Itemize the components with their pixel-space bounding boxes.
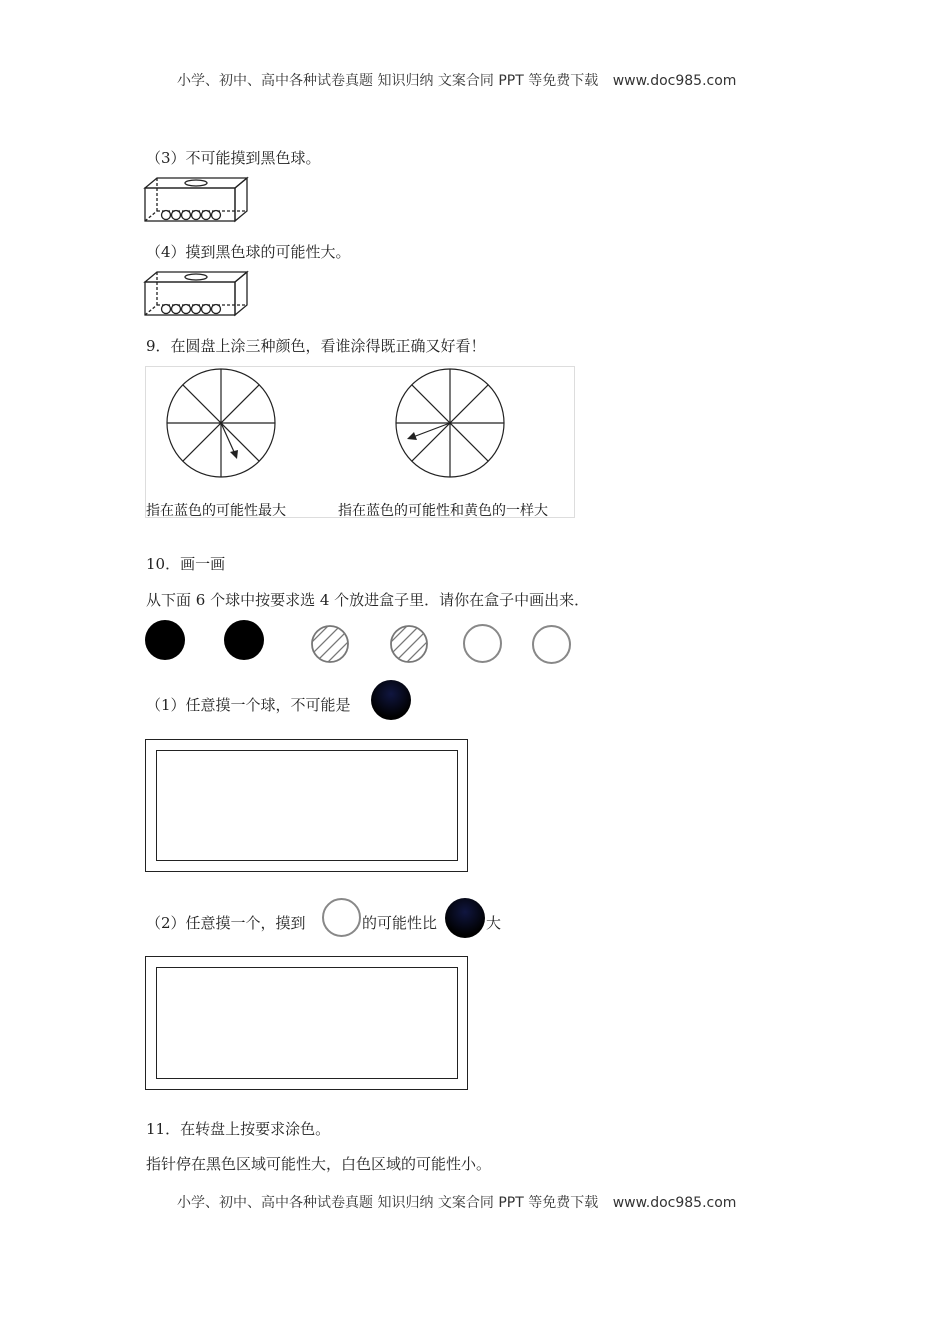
q11-title: 11．在转盘上按要求涂色。 bbox=[146, 1120, 331, 1138]
q10-title: 10．画一画 bbox=[146, 555, 226, 573]
q8-item3-box-figure bbox=[143, 175, 249, 223]
q10-sub2-text-c: 大 bbox=[486, 914, 502, 932]
q11-instruction: 指针停在黑色区域可能性大，白色区域的可能性小。 bbox=[146, 1155, 492, 1173]
q10-sub2-text-b: 的可能性比 bbox=[362, 914, 438, 932]
q9-title: 9．在圆盘上涂三种颜色，看谁涂得既正确又好看！ bbox=[146, 337, 486, 355]
q9-spinner-right bbox=[393, 368, 507, 482]
q8-item4-box-figure bbox=[143, 269, 249, 317]
q9-caption-right: 指在蓝色的可能性和黄色的一样大 bbox=[338, 503, 548, 519]
ball-black-2 bbox=[224, 620, 264, 660]
q8-item3-text: （3）不可能摸到黑色球。 bbox=[146, 149, 321, 167]
q10-sub2-text-a: （2）任意摸一个，摸到 bbox=[146, 914, 306, 932]
q10-sub1-black-ball bbox=[371, 680, 411, 720]
q10-sub1-text: （1）任意摸一个球，不可能是 bbox=[146, 696, 351, 714]
q9-spinner-left bbox=[164, 368, 278, 482]
page-header bbox=[177, 70, 736, 90]
q10-sub1-answer-box-inner[interactable] bbox=[156, 750, 458, 861]
q10-instruction: 从下面 6 个球中按要求选 4 个放进盒子里．请你在盒子中画出来． bbox=[146, 591, 590, 609]
footer-site: www.doc985.com bbox=[612, 1195, 737, 1211]
header-text: 小学、初中、高中各种试卷真题 知识归纳 文案合同 PPT 等免费下载 bbox=[177, 73, 599, 89]
q9-caption-left: 指在蓝色的可能性最大 bbox=[146, 503, 286, 519]
page-footer bbox=[177, 1192, 736, 1212]
ball-white-1 bbox=[463, 624, 502, 663]
q8-item4-text: （4）摸到黑色球的可能性大。 bbox=[146, 243, 351, 261]
ball-white-2 bbox=[532, 625, 571, 664]
ball-striped-1 bbox=[310, 624, 350, 664]
header-site: www.doc985.com bbox=[612, 73, 737, 89]
q10-sub2-black-ball bbox=[445, 898, 485, 938]
ball-striped-2 bbox=[389, 624, 429, 664]
q10-sub2-white-ball bbox=[322, 898, 361, 937]
footer-text: 小学、初中、高中各种试卷真题 知识归纳 文案合同 PPT 等免费下载 bbox=[177, 1195, 599, 1211]
ball-black-1 bbox=[145, 620, 185, 660]
q10-sub2-answer-box-inner[interactable] bbox=[156, 967, 458, 1079]
